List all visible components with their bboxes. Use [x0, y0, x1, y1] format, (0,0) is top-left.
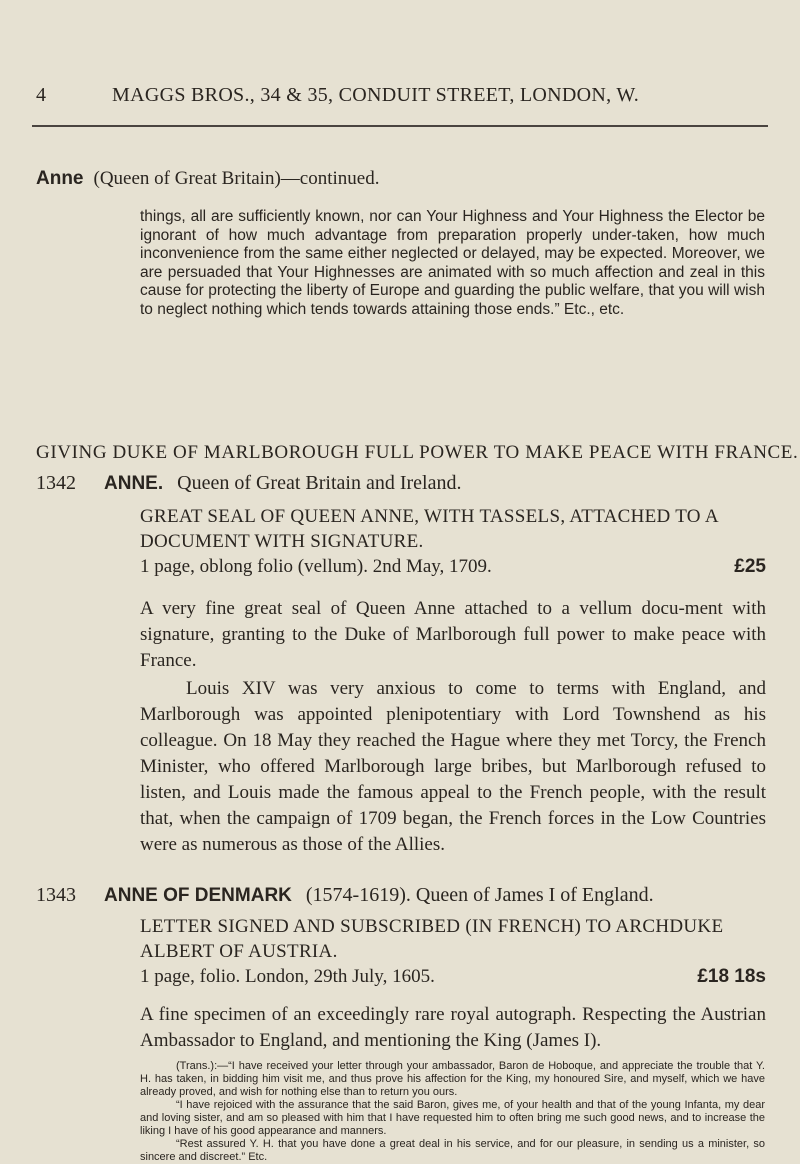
lot-physical-description: 1 page, folio. London, 29th July, 1605. [140, 966, 435, 987]
continued-heading-text: (Queen of Great Britain)—continued. [93, 168, 380, 189]
continued-author: Anne [36, 168, 84, 189]
lot-paragraph: A fine specimen of an exceedingly rare royal autograph. Respecting the Austrian Ambassador to England, and mentioning the King (James I). [140, 1004, 766, 1051]
translation-paragraph: “I have rejoiced with the assurance that the said Baron, gives me, of your health and that of the young Infanta, my dear and loving sister, and am so pleased with him that I have requested him to often bring me such good news, and to increase the liking I have of his good appearance and manners. [140, 1098, 765, 1137]
lot-paragraph: A very fine great seal of Queen Anne attached to a vellum docu-ment with signature, granting to the Duke of Marlborough full power to make peace with France. [140, 598, 766, 671]
section-title: GIVING DUKE OF MARLBOROUGH FULL POWER TO MAKE PEACE WITH FRANCE. [36, 442, 799, 463]
lot-item-title: GREAT SEAL OF QUEEN ANNE, WITH TASSELS, ATTACHED TO A DOCUMENT WITH SIGNATURE. [140, 506, 718, 552]
page-number: 4 [36, 84, 47, 106]
lot-author: ANNE OF DENMARK [104, 885, 292, 906]
lot-subtitle: Queen of Great Britain and Ireland. [177, 472, 462, 494]
lot-physical-description: 1 page, oblong folio (vellum). 2nd May, 1709. [140, 556, 492, 577]
lot-number: 1342 [36, 472, 76, 494]
lot-author: ANNE. [104, 473, 164, 494]
lot-subtitle: (1574-1619). Queen of James I of England. [305, 884, 654, 906]
lot-price: £25 [734, 556, 766, 577]
continued-text: things, all are sufficiently known, nor can Your Highness and Your Highness the Elector be ignorant of how much advantage from preparation properly under-taken, how much inconvenience from the same either neglected or delayed, may be expected. Moreover, we are persuaded that Your Highnesses are animated with so much affection and zeal in this cause for protecting the liberty of Europe and guarding the public welfare, that you will wish to neglect nothing which tends towards attaining those ends.” Etc., etc. [140, 208, 765, 318]
header-title: MAGGS BROS., 34 & 35, CONDUIT STREET, LONDON, W. [112, 84, 640, 106]
translation-paragraph: (Trans.):—“I have received your letter through your ambassador, Baron de Hoboque, and appreciate the trouble that Y. H. has taken, in bidding him visit me, and thus prove his affection for the King, my honoured Sire, and myself, which we have already proved, and wish for nothing else than to return you ours. [140, 1060, 765, 1098]
lot-price: £18 18s [697, 966, 766, 987]
translation-paragraph: “Rest assured Y. H. that you have done a great deal in his service, and for our pleasure, in sending us a minister, so sincere and discreet.” Etc. [140, 1137, 765, 1163]
header-rule [32, 125, 768, 127]
lot-description [140, 556, 766, 578]
lot-number: 1343 [36, 884, 76, 906]
translation-block [140, 1060, 765, 1164]
lot-item-title: LETTER SIGNED AND SUBSCRIBED (IN FRENCH) TO ARCHDUKE ALBERT OF AUSTRIA. [140, 916, 724, 962]
lot-heading [36, 472, 461, 495]
lot-description [140, 966, 766, 988]
lot-heading [36, 884, 654, 907]
lot-paragraph: Louis XIV was very anxious to come to terms with England, and Marlborough was appointed plenipotentiary with Lord Townshend as his colleague. On 18 May they reached the Hague where they met Torcy, the French Minister, who offered Marlborough large bribes, but Marlborough refused to listen, and Louis made the famous appeal to the French people, with the result that, when the campaign of 1709 began, the French forces in the Low Countries were as numerous as those of the Allies. [140, 678, 766, 855]
continued-heading [36, 168, 379, 190]
